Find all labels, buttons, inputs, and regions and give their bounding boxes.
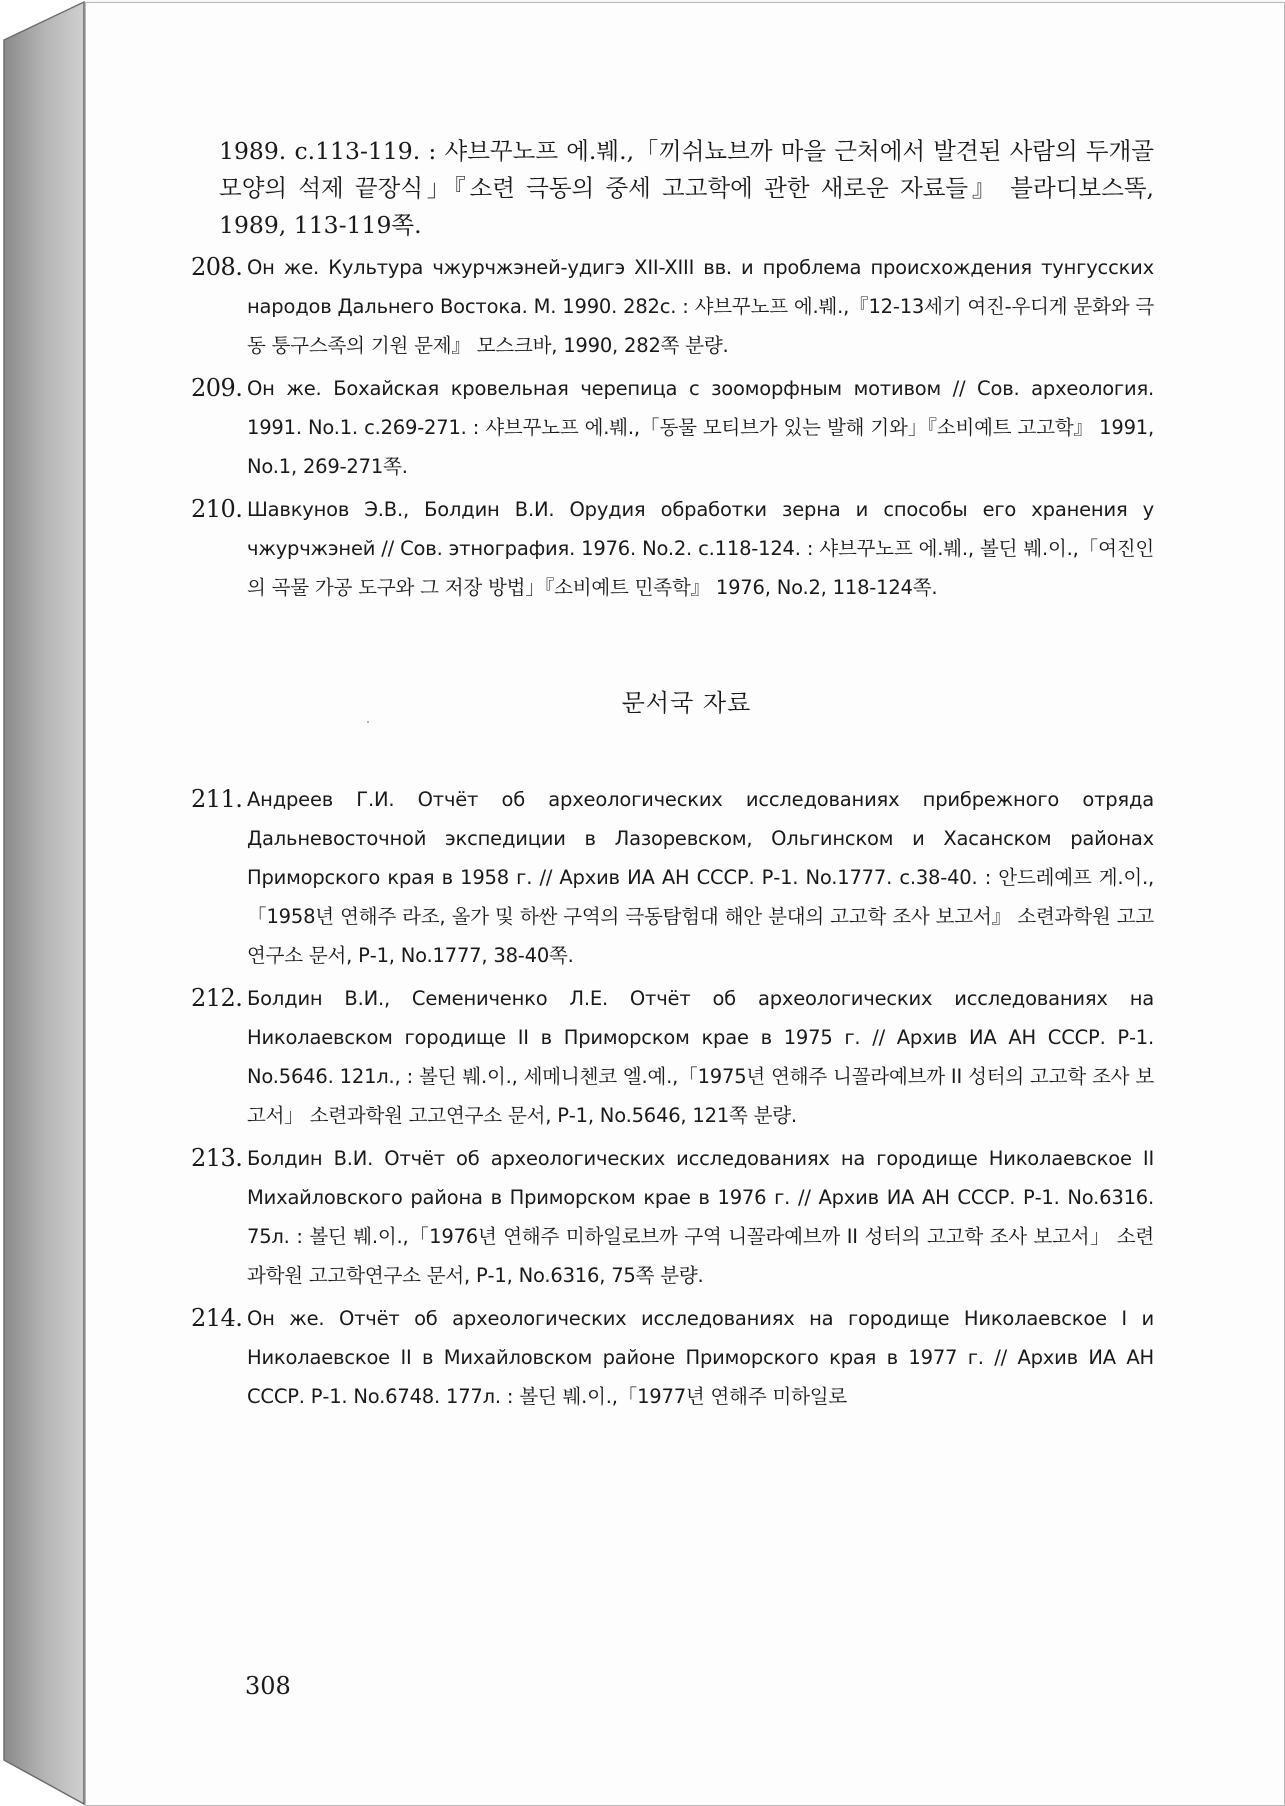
reference-211 [191, 780, 1154, 975]
reference-text: Он же. Бохайская кровельная черепица с зооморфным мотивом // Сов. археология. 1991. No.1. с.269-271. : 샤브꾸노프 에.붸.,「동물 모티브가 있는 발해 기와」『소비예트 고고학』 1991, No.1, 269-271쪽. [247, 377, 1154, 478]
reference-text: Андреев Г.И. Отчёт об археологических исследованиях прибрежного отряда Дальневосточной экспедиции в Лазоревском, Ольгинском и Хасанском районах Приморского края в 1958 г. // Архив ИА АН СССР. Р-1. No.1777. с.38-40. : 안드레예프 게.이.,「1958년 연해주 라조, 올가 및 하싼 구역의 극동탐험대 해안 분대의 고고학 조사 보고서』 소련과학원 고고연구소 문서, Р-1, No.1777, 38-40쪽. [247, 788, 1154, 967]
reference-number: 208. [191, 253, 243, 281]
reference-number: 210. [191, 495, 243, 523]
page-content [191, 133, 1154, 1420]
book-spine [0, 0, 90, 1806]
reference-number: 213. [191, 1144, 243, 1172]
reference-text: Болдин В.И., Семениченко Л.Е. Отчёт об археологических исследованиях на Николаевском городище II в Приморском крае в 1975 г. // Архив ИА АН СССР. Р-1. No.5646. 121л., : 볼딘 붸.이., 세메니첸코 엘.예.,「1975년 연해주 니꼴라예브까 II 성터의 고고학 조사 보고서」 소련과학원 고고연구소 문서, Р-1, No.5646, 121쪽 분량. [247, 987, 1154, 1127]
page [85, 2, 1285, 1806]
reference-213 [191, 1139, 1154, 1295]
reference-text: Болдин В.И. Отчёт об археологических исследованиях на городище Николаевское II Михайловского района в Приморском крае в 1976 г. // Архив ИА АН СССР. Р-1. No.6316. 75л. : 볼딘 붸.이.,「1976년 연해주 미하일로브까 구역 니꼴라예브까 II 성터의 고고학 조사 보고서」 소련과학원 고고학연구소 문서, Р-1, No.6316, 75쪽 분량. [247, 1147, 1154, 1287]
reference-text: Он же. Культура чжурчжэней-удигэ XII-XIII вв. и проблема происхождения тунгусских народов Дальнего Востока. М. 1990. 282с. : 샤브꾸노프 에.붸.,『12-13세기 여진-우디게 문화와 극동 퉁구스족의 기원 문제』 모스크바, 1990, 282쪽 분량. [247, 256, 1154, 357]
reference-number: 212. [191, 984, 243, 1012]
reference-number: 211. [191, 785, 243, 813]
section-heading: 문서국 자료 [621, 689, 752, 717]
page-number: 308 [245, 1672, 291, 1700]
reference-212 [191, 979, 1154, 1135]
reference-text: Шавкунов Э.В., Болдин В.И. Орудия обработки зерна и способы его хранения у чжурчжэней // Сов. этнография. 1976. No.2. с.118-124. : 샤브꾸노프 에.붸., 볼딘 붸.이.,「여진인의 곡물 가공 도구와 그 저장 방법」『소비예트 민족학』 1976, No.2, 118-124쪽. [247, 498, 1154, 599]
reference-214 [191, 1299, 1154, 1416]
reference-text: Он же. Отчёт об археологических исследованиях на городище Николаевское I и Николаевское II в Михайловском районе Приморского края в 1977 г. // Архив ИА АН СССР. Р-1. No.6748. 177л. : 볼딘 붸.이.,「1977년 연해주 미하일로 [247, 1307, 1154, 1408]
reference-continuation: 1989. c.113-119. : 샤브꾸노프 에.붸.,「끼쉬뇨브까 마을 근처에서 발견된 사람의 두개골 모양의 석제 끝장식」『소련 극동의 중세 고고학에 관한 새로운 자료들』 블라디보스똑, 1989, 113-119쪽. [219, 137, 1154, 239]
reference-210 [191, 490, 1154, 607]
reference-208 [191, 248, 1154, 365]
reference-209 [191, 369, 1154, 486]
reference-number: 209. [191, 374, 243, 402]
reference-number: 214. [191, 1304, 243, 1332]
